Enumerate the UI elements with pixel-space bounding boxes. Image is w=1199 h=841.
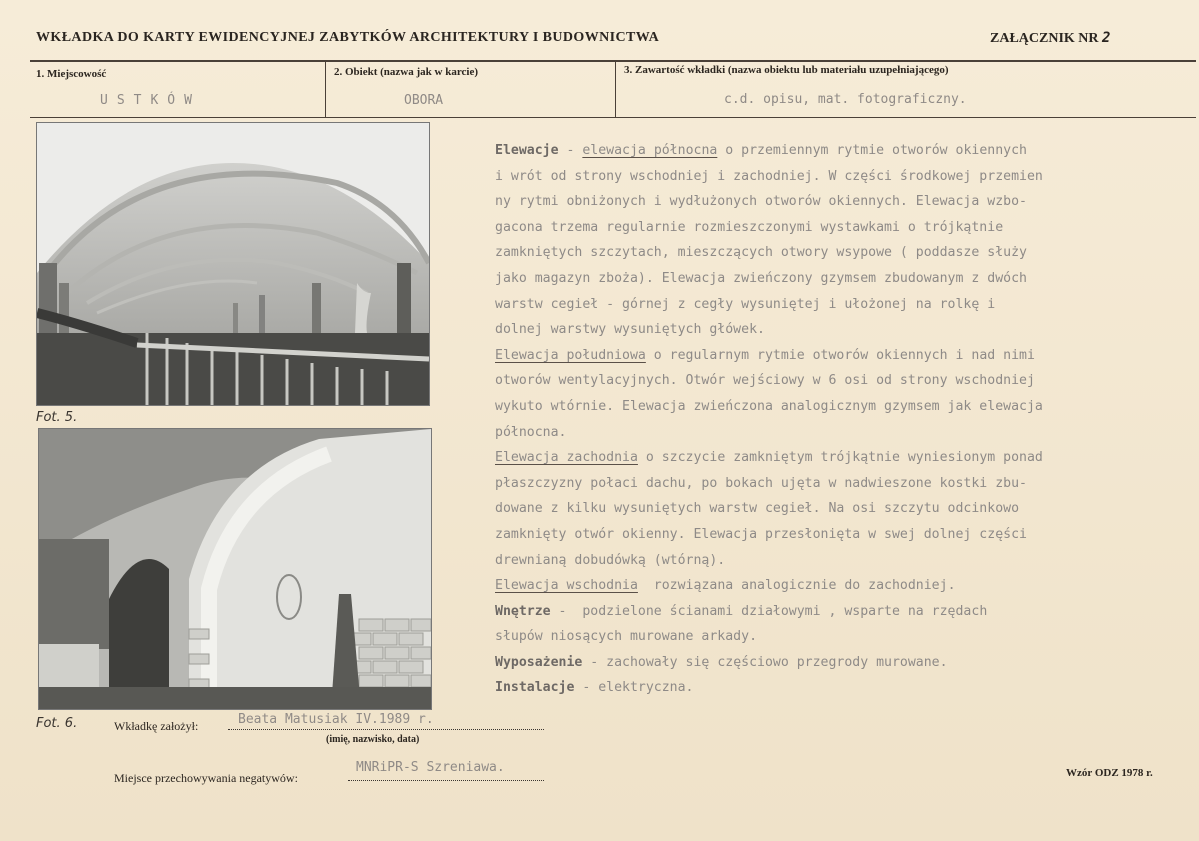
annex-label <box>990 30 1110 47</box>
north-line-7: warstw cegieł - górnej z cegły wysuniętej i ułożonej na rolkę i <box>495 296 996 312</box>
locality-label: 1. Miejscowość <box>36 68 107 80</box>
north-line-8: dolnej warstwy wysuniętych główek. <box>495 322 765 338</box>
east-line-1: rozwiązana analogicznie do zachodniej. <box>637 578 956 594</box>
west-line-4: zamknięty otwór okienny. Elewacja przesłonięta w swej dolnej części <box>495 526 1027 542</box>
north-line-5: zamkniętych szczytach, mieszczących otwory wsypowe ( poddasze służy <box>495 245 1027 261</box>
north-line-4: gacona trzema regularnie rozmieszczonymi wystawkami o trójkątnie <box>495 219 1004 235</box>
photo-vaults-image <box>37 123 429 405</box>
content-value: c.d. opisu, mat. fotograficzny. <box>724 92 967 107</box>
elevations-dash: - <box>558 143 583 158</box>
annex-label-text: ZAŁĄCZNIK NR <box>990 31 1099 46</box>
elevations-heading: Elewacje <box>495 143 559 158</box>
author-value: Beata Matusiak IV.1989 r. <box>238 712 434 727</box>
north-line-1: o przemiennym rytmie otworów okiennych <box>717 143 1027 158</box>
storage-label: Miejsce przechowywania negatywów: <box>114 771 298 785</box>
interior-line-2: słupów niosących murowane arkady. <box>495 629 758 645</box>
west-elevation-heading: Elewacja zachodnia <box>495 450 638 466</box>
north-elevation-heading: elewacja północna <box>582 143 718 158</box>
annex-number: 2 <box>1102 30 1111 46</box>
north-line-6: jako magazyn zboża). Elewacja zwieńczony gzymsem zbudowanym z dwóch <box>495 270 1027 286</box>
object-label: 2. Obiekt (nazwa jak w karcie) <box>334 66 479 78</box>
form-title: WKŁADKA DO KARTY EWIDENCYJNEJ ZABYTKÓW ARCHITEKTURY I BUDOWNICTWA <box>36 30 660 45</box>
photo-interior-vaults <box>36 122 430 406</box>
storage-line <box>348 780 544 781</box>
fields-bottom-rule <box>30 117 1196 118</box>
west-line-3: dowane z kilku wysuniętych warstw cegieł. Na osi szczytu odcinkowo <box>495 501 1020 517</box>
field-divider-2 <box>615 62 616 117</box>
photo1-caption: Fot. 5. <box>36 410 78 425</box>
south-line-1: o regularnym rytmie otworów okiennych i nad nimi <box>645 347 1035 363</box>
locality-value: USTKÓW <box>100 93 201 108</box>
author-label: Wkładkę założył: <box>114 719 199 733</box>
north-line-2: i wrót od strony wschodniej i zachodniej. W części środkowej przemien <box>495 168 1043 184</box>
form-version: Wzór ODZ 1978 r. <box>1066 767 1153 779</box>
south-line-4: północna. <box>495 424 567 440</box>
west-line-1: o szczycie zamkniętym trójkątnie wyniesionym ponad <box>637 450 1043 466</box>
content-label: 3. Zawartość wkładki (nazwa obiektu lub materiału uzupełniającego) <box>624 64 949 76</box>
west-line-5: drewnianą dobudówką (wtórną). <box>495 552 726 568</box>
south-elevation-heading: Elewacja południowa <box>495 347 646 363</box>
south-line-2: otworów wentylacyjnych. Otwór wejściowy w 6 osi od strony wschodniej <box>495 373 1035 389</box>
interior-heading: Wnętrze <box>495 603 551 619</box>
installations-line-1: - elektryczna. <box>574 680 694 696</box>
north-line-3: ny rytmi obniżonych i wydłużonych otworów okiennych. Elewacja wzbo- <box>495 194 1027 210</box>
storage-value: MNRiPR-S Szreniawa. <box>356 760 505 775</box>
photo2-caption: Fot. 6. <box>36 716 78 731</box>
photo-interior-arch <box>38 428 432 710</box>
top-rule <box>30 60 1196 62</box>
installations-heading: Instalacje <box>495 680 575 696</box>
object-value: OBORA <box>404 93 444 108</box>
photo-arch-image <box>39 429 431 709</box>
field-divider-1 <box>325 62 326 117</box>
equipment-line-1: - zachowały się częściowo przegrody murowane. <box>582 654 948 670</box>
interior-line-1: - podzielone ścianami działowymi , wsparte na rzędach <box>550 603 988 619</box>
west-line-2: płaszczyzny połaci dachu, po bokach ujęta w nadwieszone kostki zbu- <box>495 475 1027 491</box>
equipment-heading: Wyposażenie <box>495 654 583 670</box>
east-elevation-heading: Elewacja wschodnia <box>495 578 638 594</box>
author-hint: (imię, nazwisko, data) <box>326 734 420 745</box>
author-line <box>228 729 544 730</box>
description-text <box>495 138 1195 701</box>
south-line-3: wykuto wtórnie. Elewacja zwieńczona analogicznym gzymsem jak elewacja <box>495 398 1043 414</box>
